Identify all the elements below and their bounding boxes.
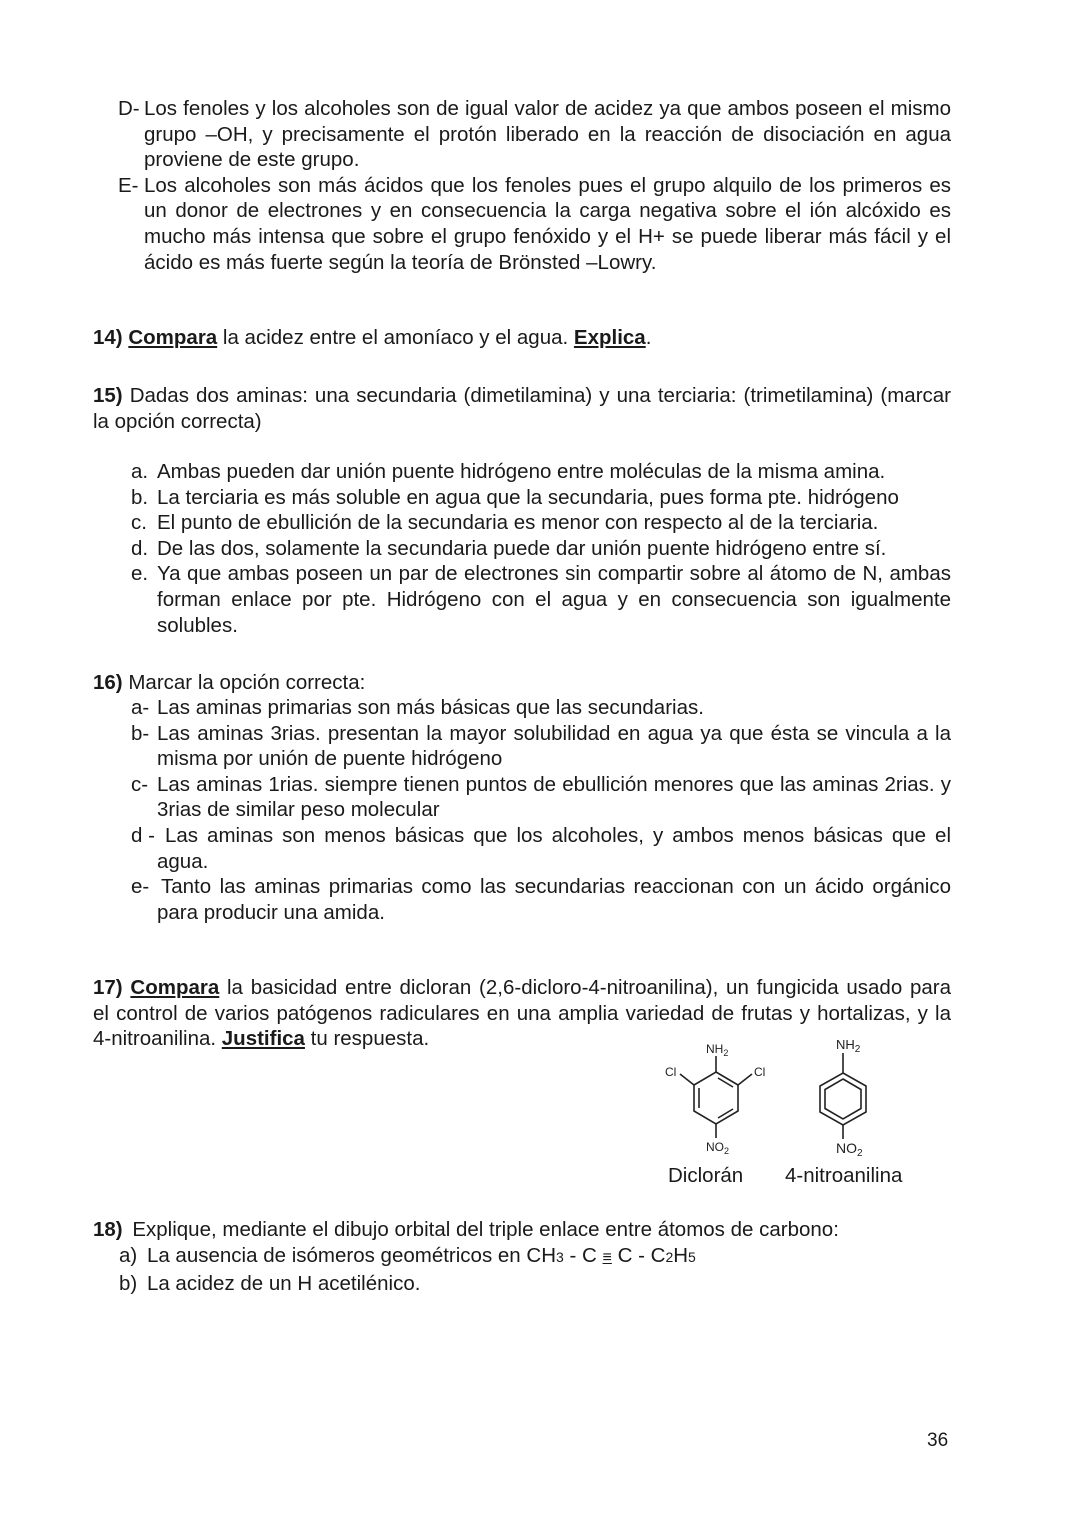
dicloran-no2-label: $NO_2$ [706,1140,730,1156]
q16-option-c-label: c- [131,772,149,796]
q16-option-e-text: Tanto las aminas primarias como las secundarias reaccionan con un ácido orgánico para producir una amida. [157,875,951,924]
q15-number: 15) [93,384,123,407]
q15-option-a [131,459,951,485]
q17-end: tu respuesta. [310,1027,430,1051]
dicloran-caption: Diclorán [668,1164,744,1187]
q15-option-b-text: La terciaria es más soluble en agua que la secundaria, pues forma pte. hidrógeno [157,485,899,509]
q16-option-e [131,874,951,925]
q16-number: 16) [93,671,123,694]
q18-number: 18) [93,1218,123,1241]
q15-option-b [131,485,951,511]
q18-formula: CH3 - C ≡ C - C2H5 [526,1244,696,1267]
dicloran-cl-right-label: Cl [754,1065,766,1079]
q15-option-b-label: b. [131,485,149,509]
question-14 [93,325,951,351]
q16-option-d-label: d - [131,823,155,847]
question-18 [93,1217,951,1243]
q16-option-d-text: Las aminas son menos básicas que los alcoholes, y ambos menos básicas que el agua. [157,823,951,873]
option-d-label: D- [118,97,140,120]
dicloran-nh2-label: $NH_2$ [706,1042,729,1058]
q15-option-d [131,536,951,562]
q15-option-d-label: d. [131,536,149,560]
dicloran-inner-bond-2 [718,1109,733,1118]
q15-stem: Dadas dos aminas: una secundaria (dimetilamina) y una terciaria: (trimetilamina) (marcar la opción correcta) [93,384,952,433]
prev-options [118,96,951,275]
q14-end: . [645,326,652,349]
page-number: 36 [927,1430,949,1451]
dicloran-inner-bond-1 [718,1078,733,1087]
q17-number: 17) [93,976,123,999]
dicloran-cl-right-bond [738,1074,752,1085]
nitroanilina-caption: 4-nitroanilina [785,1164,903,1187]
nitroanilina-structure [820,1053,866,1139]
q15-option-c-text: El punto de ebullición de la secundaria es menor con respecto al de la terciaria. [157,511,879,535]
q16-option-c [131,772,951,823]
q15-options [131,459,951,638]
q17-text: la basicidad entre dicloran (2,6-dicloro-4-nitroanilina), un fungicida usado para el control de varios patógenos radiculares en una amplia variedad de frutas y hortalizas, y la 4-nitroanilina. [93,976,951,1051]
q16-option-b [131,721,951,772]
nitroanilina-no2-label: $NO_2$ [836,1140,863,1159]
q18-item-b [119,1271,951,1297]
q15-option-e-label: e. [131,562,149,586]
q18-stem: Explique, mediante el dibujo orbital del triple enlace entre átomos de carbono: [132,1218,839,1241]
q14-number: 14) [93,326,123,349]
q15-option-a-label: a. [131,460,149,483]
option-d [118,96,951,173]
q15-option-e-text: Ya que ambas poseen un par de electrones sin compartir sobre al átomo de N, ambas forman enlace por pte. Hidrógeno con el agua y en consecuencia son igualmente solubles. [157,562,951,637]
nitroanilina-ring [820,1073,866,1125]
q18-item-a-label: a) [119,1244,138,1267]
nitroanilina-nh2-label: $NH_2$ [836,1037,861,1055]
q16-stem: Marcar la opción correcta: [128,671,366,694]
q14-text: la acidez entre el amoníaco y el agua. [222,326,569,349]
q17-verb2: Justifica [221,1027,305,1051]
option-e [118,173,951,275]
q16-option-d [131,823,951,874]
q15-option-e [131,561,951,638]
dicloran-structure [680,1056,752,1138]
q18-item-a-text: La ausencia de isómeros geométricos en [146,1244,521,1267]
q15-option-c-label: c. [131,511,147,535]
q16-option-a-label: a- [131,696,150,719]
option-d-text: Los fenoles y los alcoholes son de igual valor de acidez ya que ambos poseen el mismo grupo –OH, y precisamente el protón liberado en la reacción de disociación en agua proviene de este grupo. [144,97,951,172]
molecules-figure [650,1030,930,1160]
question-16 [93,670,951,696]
q16-option-b-text: Las aminas 3rias. presentan la mayor solubilidad en agua ya que ésta se vincula a la misma por unión de puente hidrógeno [157,721,951,771]
dicloran-cl-left-label: Cl [665,1065,677,1079]
q15-option-c [131,510,951,536]
q18-items [119,1243,951,1296]
q16-option-c-text: Las aminas 1rias. siempre tienen puntos de ebullición menores que las aminas 2rias. y 3rias de similar peso molecular [157,772,951,822]
question-15 [93,383,951,434]
q18-item-a [119,1243,951,1271]
q15-option-d-text: De las dos, solamente la secundaria puede dar unión puente hidrógeno entre sí. [157,536,887,560]
nitroanilina-inner-ring [825,1079,861,1119]
option-e-text: Los alcoholes son más ácidos que los fenoles pues el grupo alquilo de los primeros es un donor de electrones y en consecuencia la carga negativa sobre el ión alcóxido es mucho más intensa que sobre el grupo fenóxido y el H+ se puede liberar más fácil y el ácido es más fuerte según la teoría de Brönsted –Lowry. [144,173,951,274]
q18-item-b-text: La acidez de un H acetilénico. [146,1271,421,1295]
q16-options [131,695,951,925]
dicloran-cl-left-bond [680,1074,694,1085]
q16-option-b-label: b- [131,721,150,745]
q16-option-e-label: e- [131,875,150,899]
q16-option-a-text: Las aminas primarias son más básicas que las secundarias. [157,696,704,719]
q15-option-a-text: Ambas pueden dar unión puente hidrógeno entre moléculas de la misma amina. [157,460,886,483]
q17-verb: Compara [130,976,220,999]
q18-item-b-label: b) [119,1271,138,1295]
dicloran-ring [694,1072,738,1124]
option-e-label: E- [118,173,139,197]
q16-option-a [131,695,951,721]
q14-verb: Compara [128,326,218,349]
q14-verb2: Explica [573,326,646,349]
